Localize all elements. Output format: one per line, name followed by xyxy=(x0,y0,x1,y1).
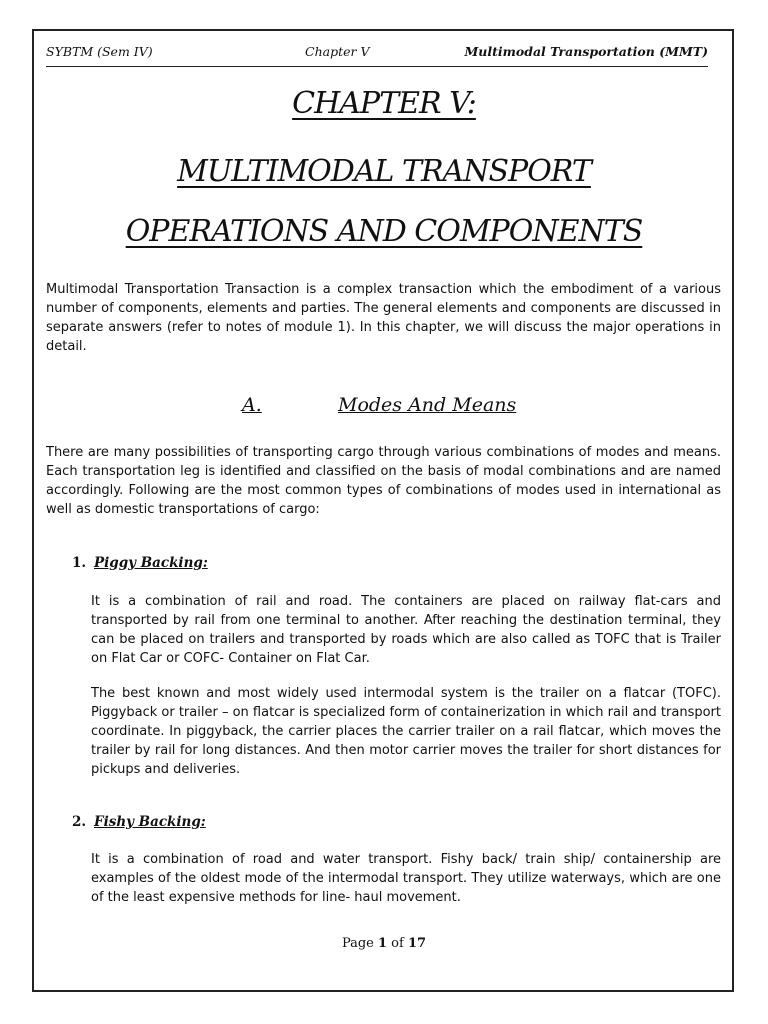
header-divider xyxy=(46,66,708,67)
section-a-title: Modes And Means xyxy=(338,394,517,416)
chapter-title: CHAPTER V: xyxy=(292,86,476,121)
list-item-paragraph: The best known and most widely used intermodal system is the trailer on a flatcar (TOFC). Piggyback or trailer – on flatcar is specialized form of containerization in which rail and transport coordinate. In piggyback, the carrier places the carrier trailer on a rail flatcar, which moves the trailer by rail for long distances. And then motor carrier moves the trailer for short distances for pickups and deliveries. xyxy=(91,686,721,777)
list-item-number: 2. xyxy=(72,814,87,830)
page-header xyxy=(46,44,708,62)
section-a-intro: There are many possibilities of transporting cargo through various combinations of modes and means. Each transportation leg is identified and classified on the basis of modal combinations and are named accordingly. Following are the most common types of combinations of modes used in international as well as domestic transportations of cargo: xyxy=(46,445,721,517)
list-item-label: Fishy Backing: xyxy=(94,814,206,830)
list-item-label: Piggy Backing: xyxy=(94,555,208,571)
list-item-paragraph: It is a combination of road and water transport. Fishy back/ train ship/ containership are examples of the oldest mode of the intermodal transport. They utilize waterways, which are one of the least expensive methods for line- haul movement. xyxy=(91,852,721,905)
footer-of: of xyxy=(387,936,408,951)
intro-paragraph: Multimodal Transportation Transaction is a complex transaction which the embodiment of a various number of components, elements and parties. The general elements and components are discussed in separate answers (refer to notes of module 1). In this chapter, we will discuss the major operations in detail. xyxy=(46,282,721,354)
list-item-heading xyxy=(72,555,208,571)
chapter-subtitle-line1: MULTIMODAL TRANSPORT xyxy=(177,154,591,189)
footer-page-total: 17 xyxy=(407,936,427,951)
page-footer xyxy=(46,936,722,951)
list-item-paragraph: It is a combination of rail and road. The containers are placed on railway flat-cars and transported by rail from one terminal to another. After reaching the destination terminal, they can be placed on trailers and transported by roads which are also called as TOFC that is Trailer on Flat Car or COFC- Container on Flat Car. xyxy=(91,594,721,666)
section-a-number: A. xyxy=(242,394,262,416)
section-a-heading xyxy=(46,394,722,424)
header-subject: Multimodal Transportation (MMT) xyxy=(464,44,708,59)
chapter-subtitle-line2: OPERATIONS AND COMPONENTS xyxy=(125,214,643,249)
header-course: SYBTM (Sem IV) xyxy=(46,44,153,59)
footer-page-number: 1 xyxy=(378,936,388,951)
header-chapter: Chapter V xyxy=(305,44,370,59)
footer-prefix: Page xyxy=(341,936,378,951)
list-item-heading xyxy=(72,814,206,830)
list-item-number: 1. xyxy=(72,555,87,571)
